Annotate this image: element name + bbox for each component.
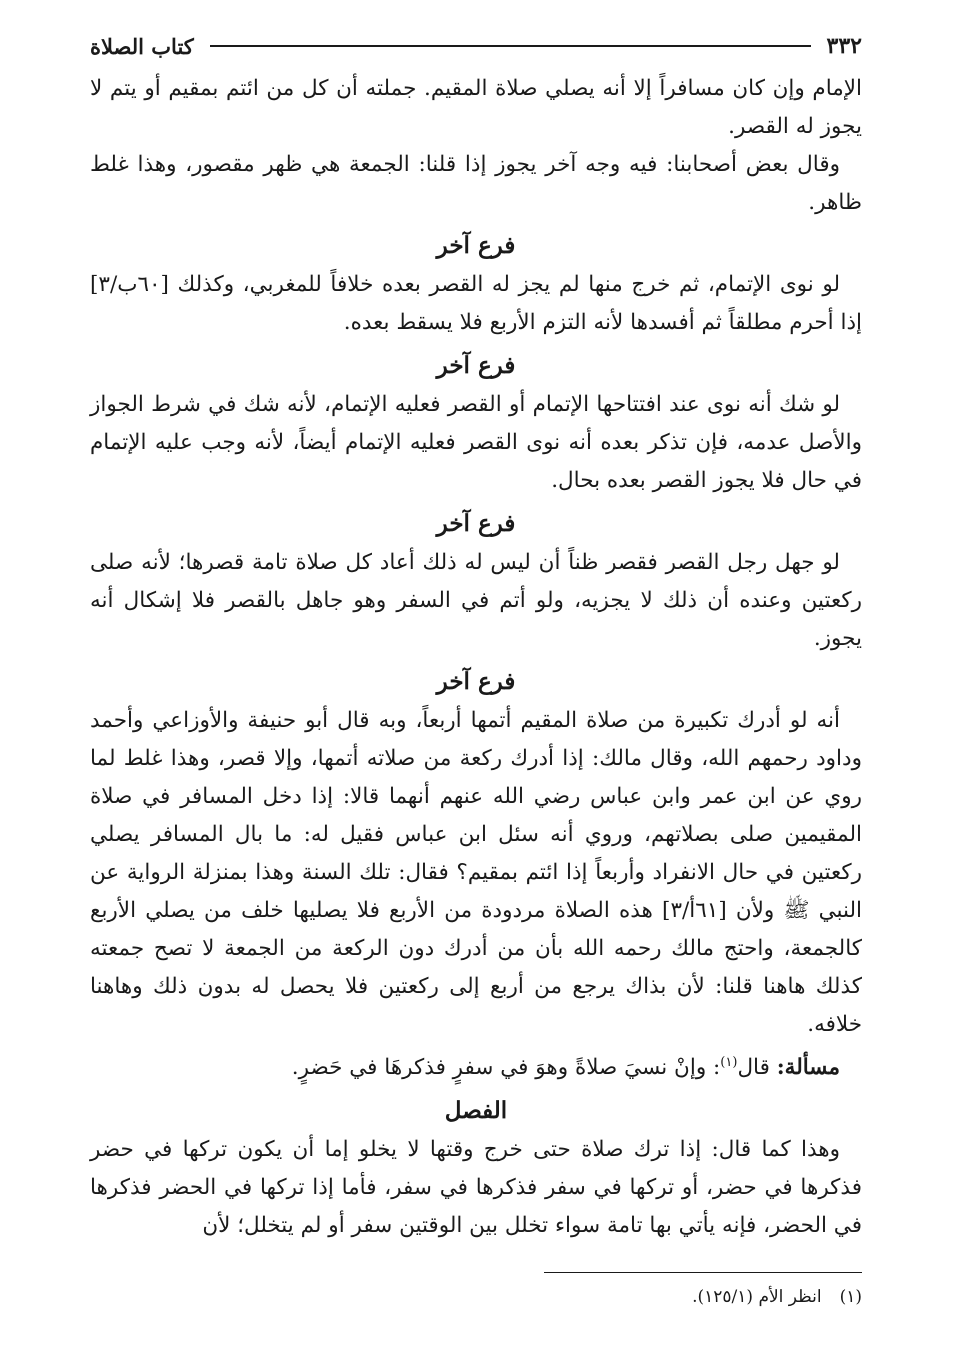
section-heading-3: فرع آخر — [436, 510, 516, 537]
footnote-separator — [544, 1272, 862, 1273]
section-heading-2: فرع آخر — [436, 352, 516, 379]
paragraph-5: لو جهل رجل القصر فقصر ظناً أن ليس له ذلك أعاد كل صلاة تامة قصرها؛ لأنه صلى ركعتين وعنده أن ذلك لا يجزيه، ولو أتم في السفر وهو جاهل بالقصر فلا إشكال أنه يجوز. — [90, 550, 862, 651]
footnote-ref: (١) — [720, 1055, 738, 1070]
paragraph-7: وهذا كما قال: إذا ترك صلاة حتى خرج وقتها لا يخلو إما أن يكون تركها في حضر فذكرها في حضر، أو تركها في سفر فذكرها في سفر، فأما إذا تركها في الحضر فذكرها في الحضر، فإنه يأتي بها تامة سواء تخلل بين الوقتين سفر أو لم يتخلل؛ لأن — [90, 1137, 862, 1239]
running-header — [90, 28, 862, 64]
section-heading-4: فرع آخر — [436, 668, 516, 695]
footnote — [692, 1284, 862, 1310]
header-rule — [210, 45, 811, 47]
paragraph-1: الإمام وإن كان مسافراً إلا أنه يصلي صلاة المقيم. جملته أن كل من ائتم بمقيم أو يتم لا يجوز له القصر. — [90, 76, 862, 139]
paragraph-3: لو نوى الإتمام، ثم خرج منها لم يجز له القصر بعده خلافاً للمغربي، وكذلك [٦٠ب/٣] إذا أحرم مطلقاً ثم أفسدها لأنه التزم الأربع فلا يسقط بعده. — [90, 272, 862, 335]
paragraph-2: وقال بعض أصحابنا: فيه وجه آخر يجوز إذا قلنا: الجمعة هي ظهر مقصور، وهذا غلط ظاهر. — [90, 152, 862, 215]
masala-text: : وإنْ نسيَ صلاةً وهوَ في سفرٍ فذكرهَا في حَضرٍ. — [291, 1055, 721, 1081]
page-number: ٣٣٢ — [826, 33, 862, 59]
section-heading-fasl: الفصل — [444, 1097, 508, 1125]
section-heading-1: فرع آخر — [436, 232, 516, 259]
page-body — [90, 70, 862, 1245]
footnote-number: (١) — [839, 1287, 862, 1307]
footnote-text: انظر الأم (١٢٥/١). — [692, 1287, 822, 1307]
paragraph-4: لو شك أنه نوى عند افتتاحها الإتمام أو القصر فعليه الإتمام، لأنه شك في شرط الجواز والأصل عدمه، فإن تذكر بعده أنه نوى القصر فعليه الإتمام أيضاً، لأنه وجب عليه الإتمام في حال فلا يجوز القصر بعده بحال. — [90, 392, 862, 493]
book-title: كتاب الصلاة — [90, 33, 194, 59]
masala-label: مسألة: — [776, 1055, 840, 1081]
masala-said: قال — [737, 1055, 770, 1081]
paragraph-6: أنه لو أدرك تكبيرة من صلاة المقيم أتمها أربعاً، وبه قال أبو حنيفة والأوزاعي وأحمد وداود رحمهم الله، وقال مالك: إذا أدرك ركعة من صلاته أتمها، وإلا قصر، وهذا غلط لما روي عن ابن عمر وابن عباس رضي الله عنهم أنهما قالا: إذا دخل المسافر في صلاة المقيمين صلى بصلاتهم، وروي أنه سئل ابن عباس فقيل له: ما بال المسافر يصلي ركعتين في حال الانفراد وأربعاً إذا ائتم بمقيم؟ فقال: تلك السنة وهذا بمنزلة الرواية عن النبي ﷺ ولأن [٦١أ/٣] هذه الصلاة مردودة من الأربع فلا يصليها خلف من يصلي الأربع كالجمعة، واحتج مالك رحمه الله بأن من أدرك دون الركعة من الجمعة لا تصح جمعته كذلك هاهنا قلنا: لأن بذاك يرجع من أربع إلى ركعتين فلا يحصل له بدون ذلك وهاهنا خلافه. — [90, 708, 863, 1037]
masala-line — [90, 1044, 862, 1087]
